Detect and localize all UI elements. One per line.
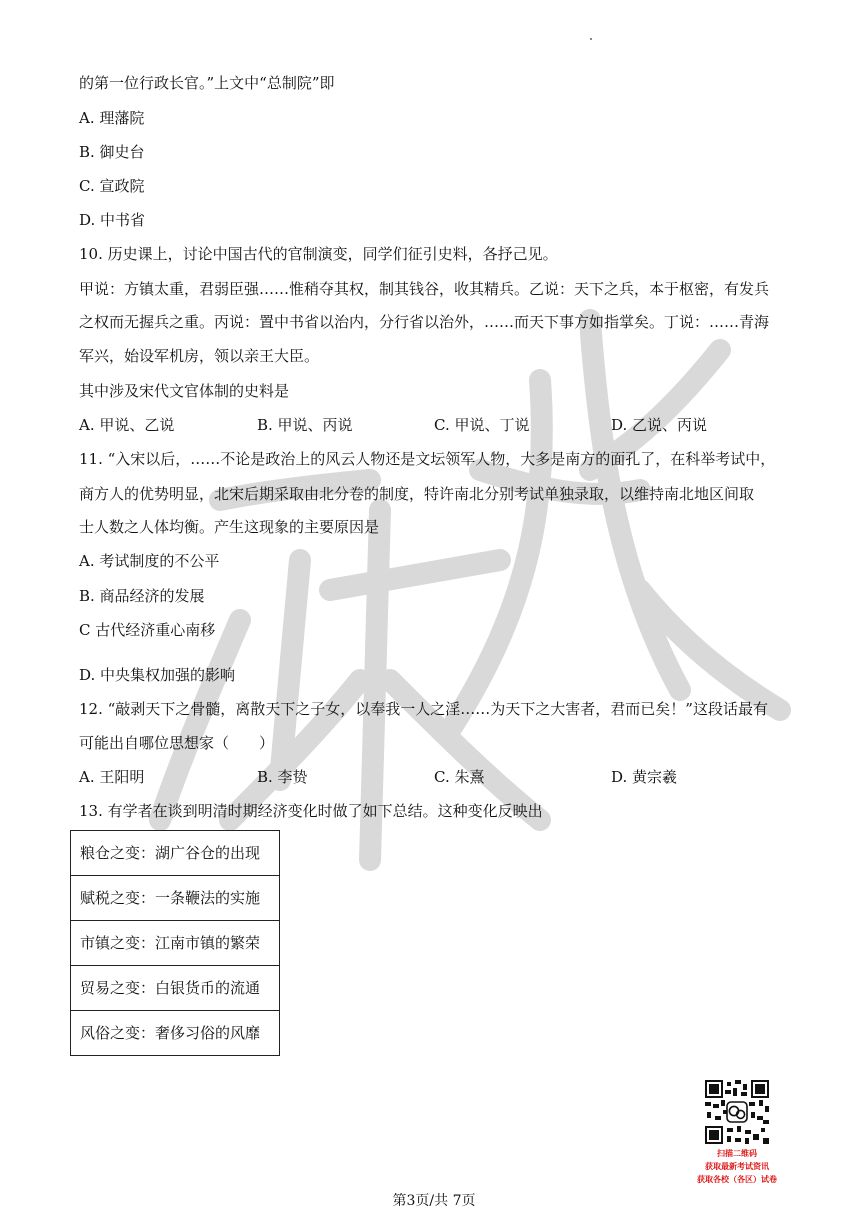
qr-caption-line: 扫描二维码 [717,1149,757,1158]
q10-option-c: C. 甲说、丁说 [434,416,530,434]
table-cell: 贸易之变：白银货币的流通 [71,966,280,1011]
q11-option-d: D. 中央集权加强的影响 [79,666,236,684]
table-cell: 市镇之变：江南市镇的繁荣 [71,921,280,966]
table-row [71,1011,280,1056]
q11-option-c: C 古代经济重心南移 [79,621,216,639]
table-row [71,921,280,966]
q10-material-line: 之权而无握兵之重。丙说：置中书省以治内，分行省以治外，……而天下事方如指掌矣。丁说：……青海 [79,313,770,331]
q12-option-c: C. 朱熹 [434,768,485,786]
q13-table [70,830,280,1056]
qr-caption-line: 获取最新考试资讯 [705,1162,769,1171]
q13-stem: 13. 有学者在谈到明清时期经济变化时做了如下总结。这种变化反映出 [79,802,543,820]
q10-option-d: D. 乙说、丙说 [611,416,708,434]
table-cell: 粮仓之变：湖广谷仓的出现 [71,831,280,876]
scan-speck [590,38,592,40]
q10-material-line: 甲说：方镇太重，君弱臣强……惟稍夺其权，制其钱谷，收其精兵。乙说：天下之兵，本于枢密，有发兵 [79,280,770,298]
q11-stem-line: 士人数之人体均衡。产生这现象的主要原因是 [79,518,380,536]
q12-stem-line: 可能出自哪位思想家（ ） [79,734,275,752]
q10-option-b: B. 甲说、丙说 [257,416,353,434]
q9-option-a: A. 理藩院 [79,109,145,127]
q10-question: 其中涉及宋代文官体制的史料是 [79,382,290,400]
qr-code-icon [705,1080,769,1144]
q10-option-a: A. 甲说、乙说 [79,416,175,434]
q12-stem-line: 12. “敲剥天下之骨髓，离散天下之子女，以奉我一人之淫……为天下之大害者，君而已矣！”这段话最有 [79,700,768,718]
q9-option-d: D. 中书省 [79,211,146,229]
q11-stem-line: 11. “入宋以后，……不论是政治上的风云人物还是文坛领军人物，大多是南方的面孔了，在科举考试中， [79,450,776,468]
q12-option-a: A. 王阳明 [79,768,145,786]
qr-caption-line: 获取各校（各区）试卷 [697,1175,777,1184]
q9-option-c: C. 宣政院 [79,177,145,195]
q12-option-d: D. 黄宗羲 [611,768,678,786]
q10-stem: 10. 历史课上，讨论中国古代的官制演变，同学们征引史料，各抒己见。 [79,245,558,263]
q11-option-b: B. 商品经济的发展 [79,587,205,605]
q9-option-b: B. 御史台 [79,143,145,161]
page-number: 第3页/共 7页 [392,1193,476,1209]
table-row [71,966,280,1011]
table-cell: 赋税之变：一条鞭法的实施 [71,876,280,921]
q12-option-b: B. 李贽 [257,768,308,786]
q9-tail: 的第一位行政长官。”上文中“总制院”即 [79,74,335,92]
q11-stem-line: 商方人的优势明显，北宋后期采取由北分卷的制度，特许南北分别考试单独录取，以维持南北地区间取 [79,485,755,503]
q11-option-a: A. 考试制度的不公平 [79,552,220,570]
table-row [71,876,280,921]
q10-material-line: 军兴，始设军机房，领以亲王大臣。 [79,347,320,365]
table-row [71,831,280,876]
table-cell: 风俗之变：奢侈习俗的风靡 [71,1011,280,1056]
